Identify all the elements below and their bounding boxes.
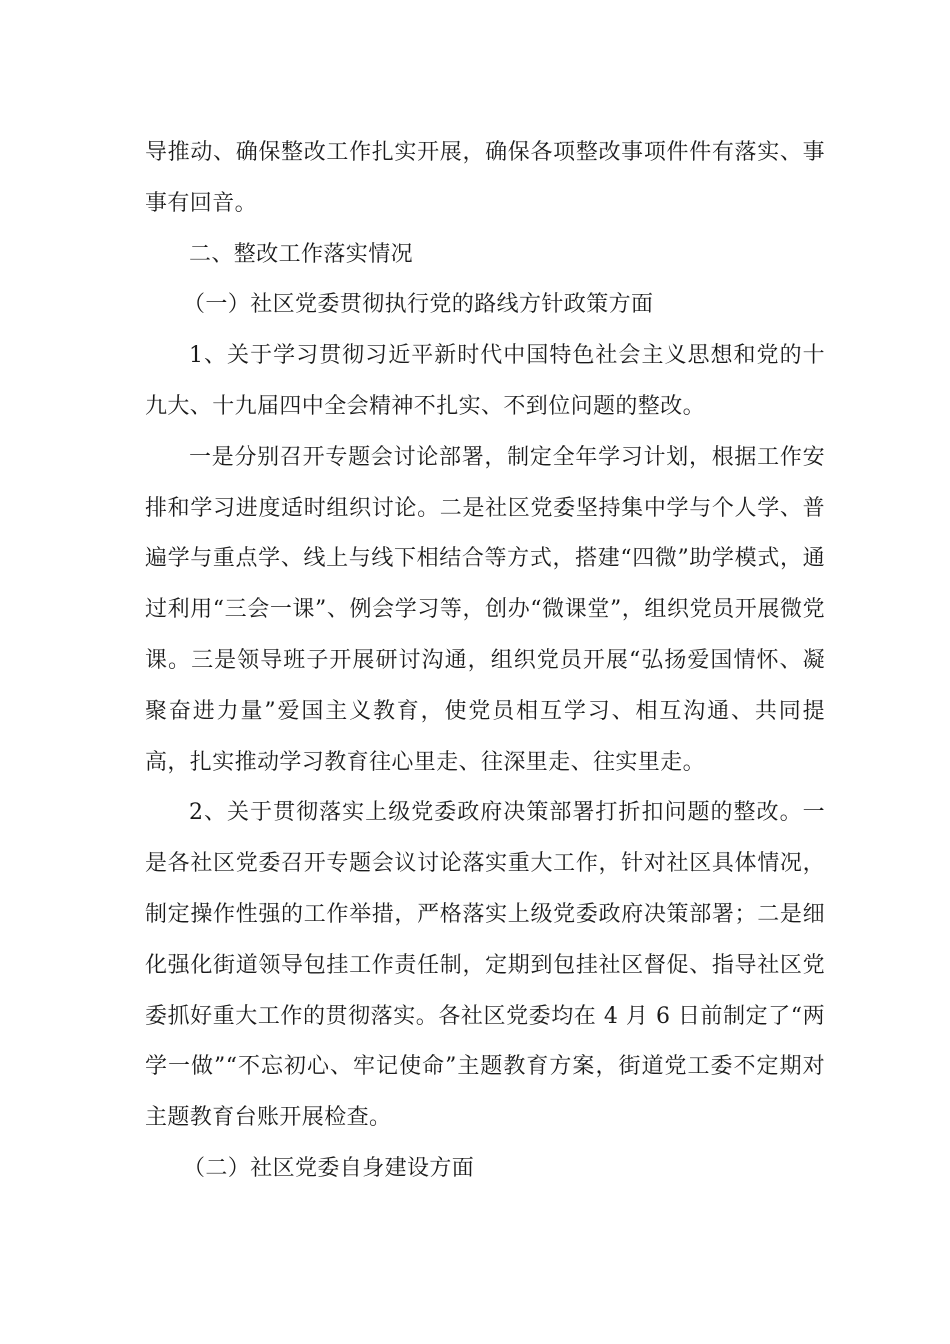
subsection-heading: （一）社区党委贯彻执行党的路线方针政策方面 [183,292,654,318]
subsection-heading: （二）社区党委自身建设方面 [183,1155,475,1181]
document-body [145,128,825,1195]
section-heading: 二、整改工作落实情况 [189,241,414,267]
paragraph-measures: 一是分别召开专题会讨论部署，制定全年学习计划，根据工作安排和学习进度适时组织讨论。二是社区党委坚持集中学与个人学、普遍学与重点学、线上与线下相结合等方式，搭建“四微”助学模式，通过利用“三会一课”、例会学习等，创办“微课堂”，组织党员开展微党课。三是领导班子开展研讨沟通，组织党员开展“弘扬爱国情怀、凝聚奋进力量”爱国主义教育，使党员相互学习、相互沟通、共同提高，扎实推动学习教育往心里走、往深里走、往实里走。 [145,444,825,775]
paragraph-item-1: 1、关于学习贯彻习近平新时代中国特色社会主义思想和党的十九大、十九届四中全会精神不扎实、不到位问题的整改。 [145,343,825,419]
paragraph-continuation: 导推动、确保整改工作扎实开展，确保各项整改事项件件有落实、事事有回音。 [145,140,825,216]
paragraph-item-2: 2、关于贯彻落实上级党委政府决策部署打折扣问题的整改。一是各社区党委召开专题会议讨论落实重大工作，针对社区具体情况，制定操作性强的工作举措，严格落实上级党委政府决策部署；二是细化强化街道领导包挂工作责任制，定期到包挂社区督促、指导社区党委抓好重大工作的贯彻落实。各社区党委均在 4 月 6 日前制定了“两学一做”“不忘初心、牢记使命”主题教育方案，街道党工委不定期对主题教育台账开展检查。 [145,800,825,1131]
